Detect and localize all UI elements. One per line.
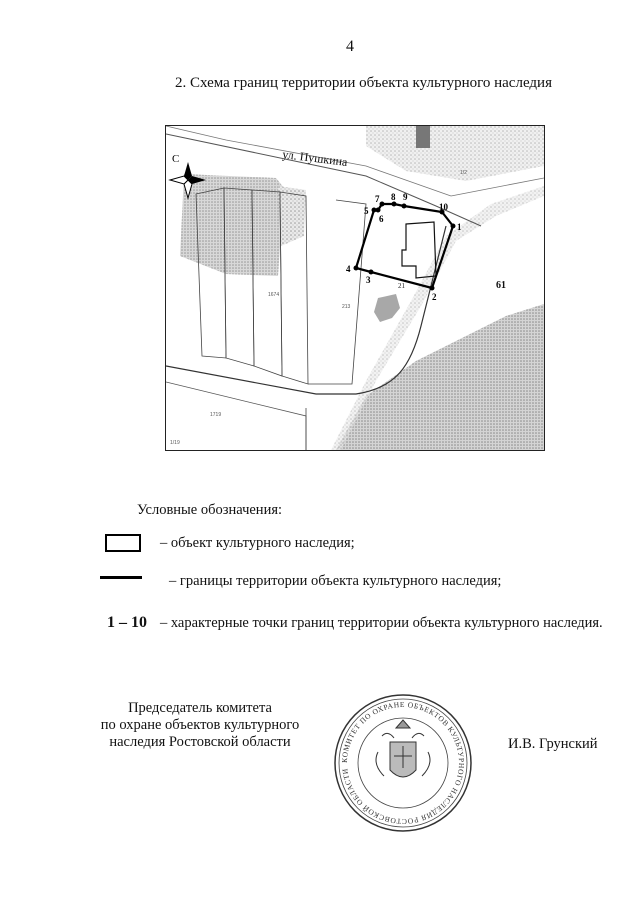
boundary-point-7 — [380, 202, 385, 207]
map-small-label: 213 — [342, 304, 351, 310]
parcel-label-61: 61 — [496, 280, 506, 291]
legend-points-text: – характерные точки границ территории объекта культурного наследия. — [160, 615, 603, 631]
boundary-point-8 — [392, 202, 397, 207]
point-label-6: 6 — [379, 214, 384, 224]
legend-boundary-text: – границы территории объекта культурного наследия; — [169, 573, 502, 589]
boundary-point-3 — [369, 270, 374, 275]
parcel-outline — [308, 200, 366, 384]
point-label-10: 10 — [439, 202, 448, 212]
page-number: 4 — [346, 38, 354, 55]
boundary-point-2 — [430, 286, 435, 291]
point-label-1: 1 — [457, 222, 462, 232]
official-seal — [332, 692, 474, 834]
vegetation-area-top-right — [366, 126, 544, 181]
point-label-8: 8 — [391, 192, 396, 202]
legend-title: Условные обозначения: — [137, 502, 283, 518]
point-label-2: 2 — [432, 292, 437, 302]
position-line-2: по охране объектов культурного — [100, 717, 300, 733]
building-dark — [416, 126, 430, 148]
vegetation-area-left — [180, 174, 284, 276]
territory-boundary — [356, 204, 453, 288]
street-label: ул. Пушкина — [281, 147, 349, 169]
north-label: С — [172, 153, 180, 165]
legend-object-symbol — [105, 534, 141, 552]
coat-of-arms-icon — [376, 720, 430, 777]
seal-text: КОМИТЕТ ПО ОХРАНЕ ОБЪЕКТОВ КУЛЬТУРНОГО НАСЛЕДИЯ РОСТОВСКОЙ ОБЛАСТИ — [339, 699, 467, 827]
boundary-point-6 — [376, 208, 381, 213]
point-label-3: 3 — [366, 275, 371, 285]
road-edge-lower — [166, 382, 306, 450]
legend-boundary-symbol — [100, 576, 142, 579]
adjacent-building — [374, 294, 400, 322]
point-label-5: 5 — [364, 206, 369, 216]
legend-points-range: 1 – 10 — [107, 614, 147, 631]
point-label-4: 4 — [346, 264, 351, 274]
position-line-1: Председатель комитета — [128, 700, 272, 716]
signatory-name: И.В. Грунский — [508, 736, 598, 752]
point-label-9: 9 — [403, 192, 408, 202]
map-small-label: 1674 — [268, 292, 280, 298]
map-svg — [166, 126, 544, 450]
house-number-label: 21 — [398, 282, 405, 290]
legend-object-text: – объект культурного наследия; — [160, 535, 355, 551]
map-small-label: 1/2 — [460, 170, 467, 176]
signatory-position — [80, 700, 320, 751]
boundary-point-9 — [402, 204, 407, 209]
water-area — [336, 304, 544, 450]
map-small-label: 1/19 — [170, 440, 180, 446]
point-label-7: 7 — [375, 194, 380, 204]
boundary-point-4 — [354, 266, 359, 271]
position-line-3: наследия Ростовской области — [109, 734, 291, 750]
map-small-label: 1719 — [210, 412, 222, 418]
boundary-scheme-map — [165, 125, 545, 451]
boundary-point-1 — [451, 224, 456, 229]
page-heading: 2. Схема границ территории объекта культурного наследия — [175, 75, 552, 91]
